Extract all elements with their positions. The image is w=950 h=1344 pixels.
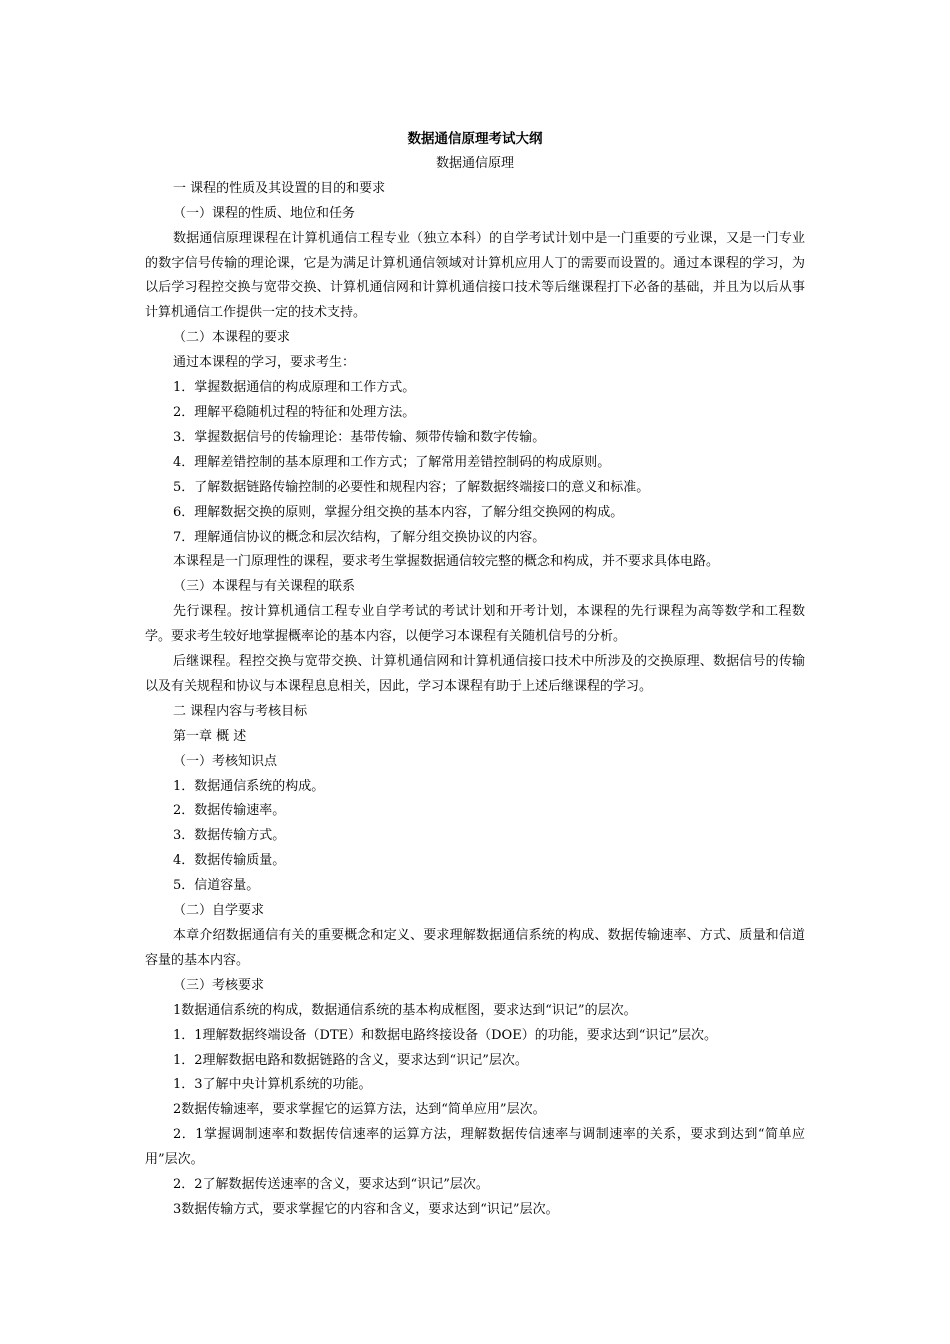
- document-subtitle: 数据通信原理: [435, 155, 514, 171]
- paragraph: 1．掌握数据通信的构成原理和工作方式。: [173, 380, 416, 396]
- paragraph: 后继课程。程控交换与宽带交换、计算机通信网和计算机通信接口技术中所涉及的交换原理、数据信号的传输以及有关规程和协议与本课程息息相关，因此，学习本课程有助于上述后继课程的学习。: [145, 654, 805, 694]
- paragraph: （三）考核要求: [173, 977, 265, 993]
- paragraph: （二）本课程的要求: [173, 330, 291, 346]
- paragraph: 5．信道容量。: [173, 878, 260, 894]
- paragraph: 2．理解平稳随机过程的特征和处理方法。: [173, 404, 416, 420]
- document-body: [145, 127, 805, 1223]
- paragraph: 先行课程。按计算机通信工程专业自学考试的考试计划和开考计划，本课程的先行课程为高等数学和工程数学。要求考生较好地掌握概率论的基本内容，以便学习本课程有关随机信号的分析。: [145, 604, 805, 645]
- paragraph: （三）本课程与有关课程的联系: [173, 579, 356, 595]
- paragraph: 通过本课程的学习，要求考生：: [173, 355, 356, 371]
- paragraph: 3数据传输方式，要求掌握它的内容和含义，要求达到“识记”层次。: [173, 1201, 559, 1217]
- paragraph: 4．数据传输质量。: [173, 853, 286, 869]
- paragraph: 6．理解数据交换的原则，掌握分组交换的基本内容，了解分组交换网的构成。: [173, 504, 624, 520]
- paragraph: 2数据传输速率，要求掌握它的运算方法，达到“简单应用”层次。: [173, 1102, 546, 1118]
- paragraph: 本章介绍数据通信有关的重要概念和定义、要求理解数据通信系统的构成、数据传输速率、方式、质量和信道容量的基本内容。: [145, 928, 805, 968]
- paragraph: 一 课程的性质及其设置的目的和要求: [173, 180, 386, 196]
- paragraph-list: [145, 177, 805, 1223]
- paragraph: 1．3了解中央计算机系统的功能。: [173, 1077, 372, 1093]
- paragraph: （二）自学要求: [173, 903, 265, 919]
- paragraph: 5．了解数据链路传输控制的必要性和规程内容；了解数据终端接口的意义和标准。: [173, 479, 650, 495]
- paragraph: 1．2理解数据电路和数据链路的含义，要求达到“识记”层次。: [173, 1052, 528, 1068]
- paragraph: （一）考核知识点: [173, 753, 278, 769]
- paragraph: 2．1掌握调制速率和数据传信速率的运算方法，理解数据传信速率与调制速率的关系，要求到达到“简单应用”层次。: [145, 1127, 805, 1168]
- paragraph: 4．理解差错控制的基本原理和工作方式；了解常用差错控制码的构成原则。: [173, 454, 611, 470]
- paragraph: （一）课程的性质、地位和任务: [173, 205, 356, 221]
- paragraph: 1数据通信系统的构成，数据通信系统的基本构成框图，要求达到“识记”的层次。: [173, 1002, 637, 1018]
- paragraph: 3．掌握数据信号的传输理论：基带传输、频带传输和数字传输。: [173, 429, 546, 445]
- paragraph: 数据通信原理课程在计算机通信工程专业（独立本科）的自学考试计划中是一门重要的亏业课，又是一门专业的数字信号传输的理论课，它是为满足计算机通信领域对计算机应用人丁的需要而设置的。通过本课程的学习，为以后学习程控交换与宽带交换、计算机通信网和计算机通信接口技术等后继课程打下必备的基础，并且为以后从事计算机通信工作提供一定的技术支持。: [145, 230, 805, 321]
- paragraph: 1．数据通信系统的构成。: [173, 778, 325, 794]
- paragraph: 2．数据传输速率。: [173, 803, 286, 819]
- paragraph: 2．2了解数据传送速率的含义，要求达到“识记”层次。: [173, 1177, 489, 1193]
- document-title: 数据通信原理考试大纲: [407, 131, 543, 147]
- paragraph: 本课程是一门原理性的课程，要求考生掌握数据通信较完整的概念和构成，并不要求具体电路。: [173, 554, 720, 570]
- paragraph: 1．1理解数据终端设备（DTE）和数据电路终接设备（DOE）的功能，要求达到“识记”层次。: [173, 1027, 717, 1043]
- paragraph: 二 课程内容与考核目标: [173, 703, 308, 719]
- paragraph: 7．理解通信协议的概念和层次结构，了解分组交换协议的内容。: [173, 529, 546, 545]
- paragraph: 3．数据传输方式。: [173, 828, 286, 844]
- paragraph: 第一章 概 述: [173, 728, 247, 744]
